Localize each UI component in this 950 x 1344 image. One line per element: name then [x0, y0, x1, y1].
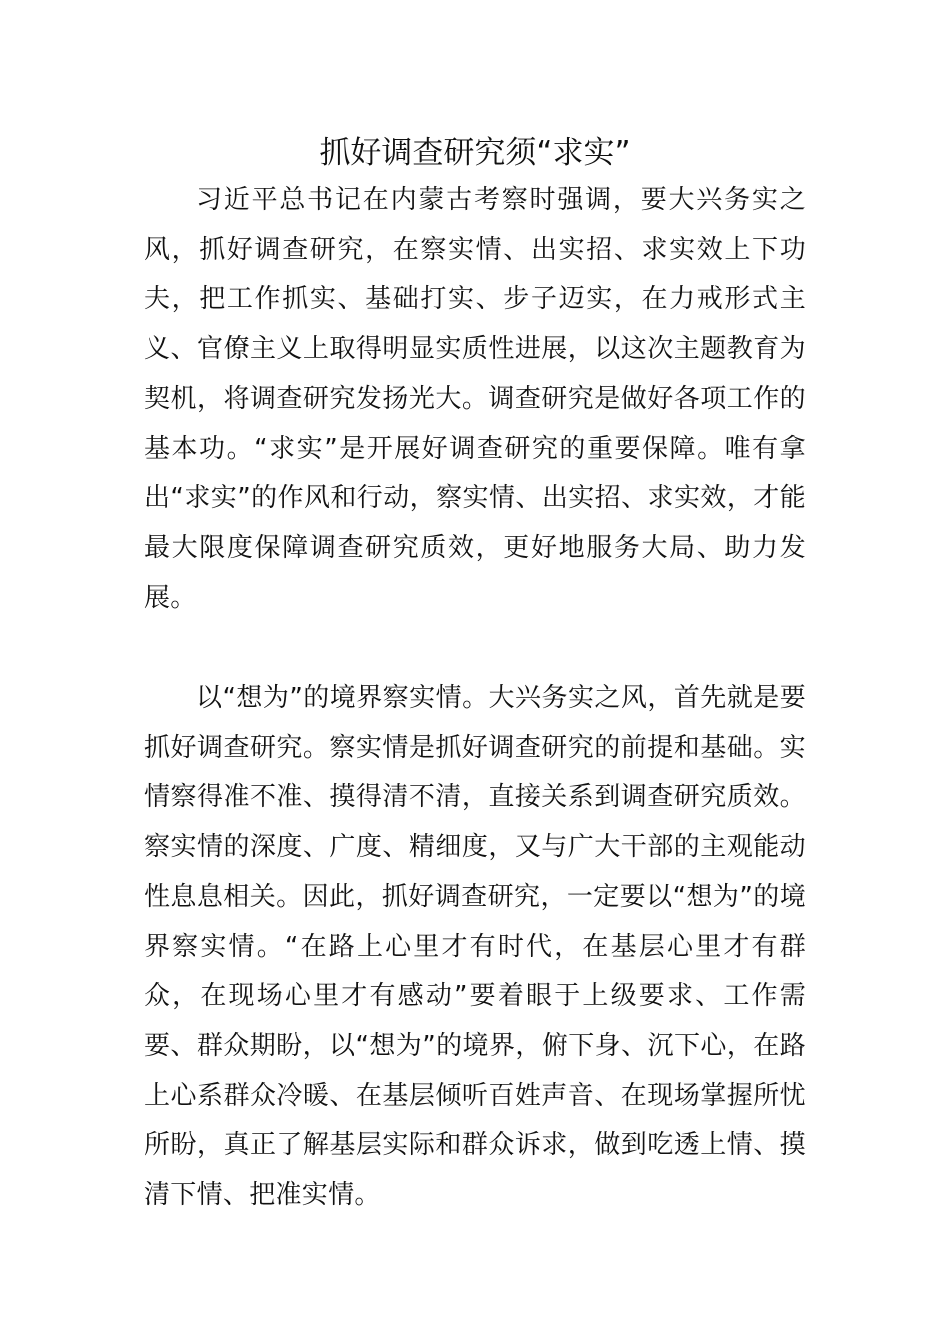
document-title: 抓好调查研究须“求实” — [319, 135, 631, 171]
paragraph-1: 习近平总书记在内蒙古考察时强调，要大兴务实之风，抓好调查研究，在察实情、出实招、求实效上下功夫，把工作抓实、基础打实、步子迈实，在力戒形式主义、官僚主义上取得明显实质性进展，以这次主题教育为契机，将调查研究发扬光大。调查研究是做好各项工作的基本功。“求实”是开展好调查研究的重要保障。唯有拿出“求实”的作风和行动，察实情、出实招、求实效，才能最大限度保障调查研究质效，更好地服务大局、助力发展。 — [144, 185, 806, 613]
paragraph-2: 以“想为”的境界察实情。大兴务实之风，首先就是要抓好调查研究。察实情是抓好调查研究的前提和基础。实情察得准不准、摸得清不清，直接关系到调查研究质效。察实情的深度、广度、精细度，又与广大干部的主观能动性息息相关。因此，抓好调查研究，一定要以“想为”的境界察实情。“在路上心里才有时代，在基层心里才有群众，在现场心里才有感动”要着眼于上级要求、工作需要、群众期盼，以“想为”的境界，俯下身、沉下心，在路上心系群众冷暖、在基层倾听百姓声音、在现场掌握所忧所盼，真正了解基层实际和群众诉求，做到吃透上情、摸清下情、把准实情。 — [144, 683, 806, 1211]
